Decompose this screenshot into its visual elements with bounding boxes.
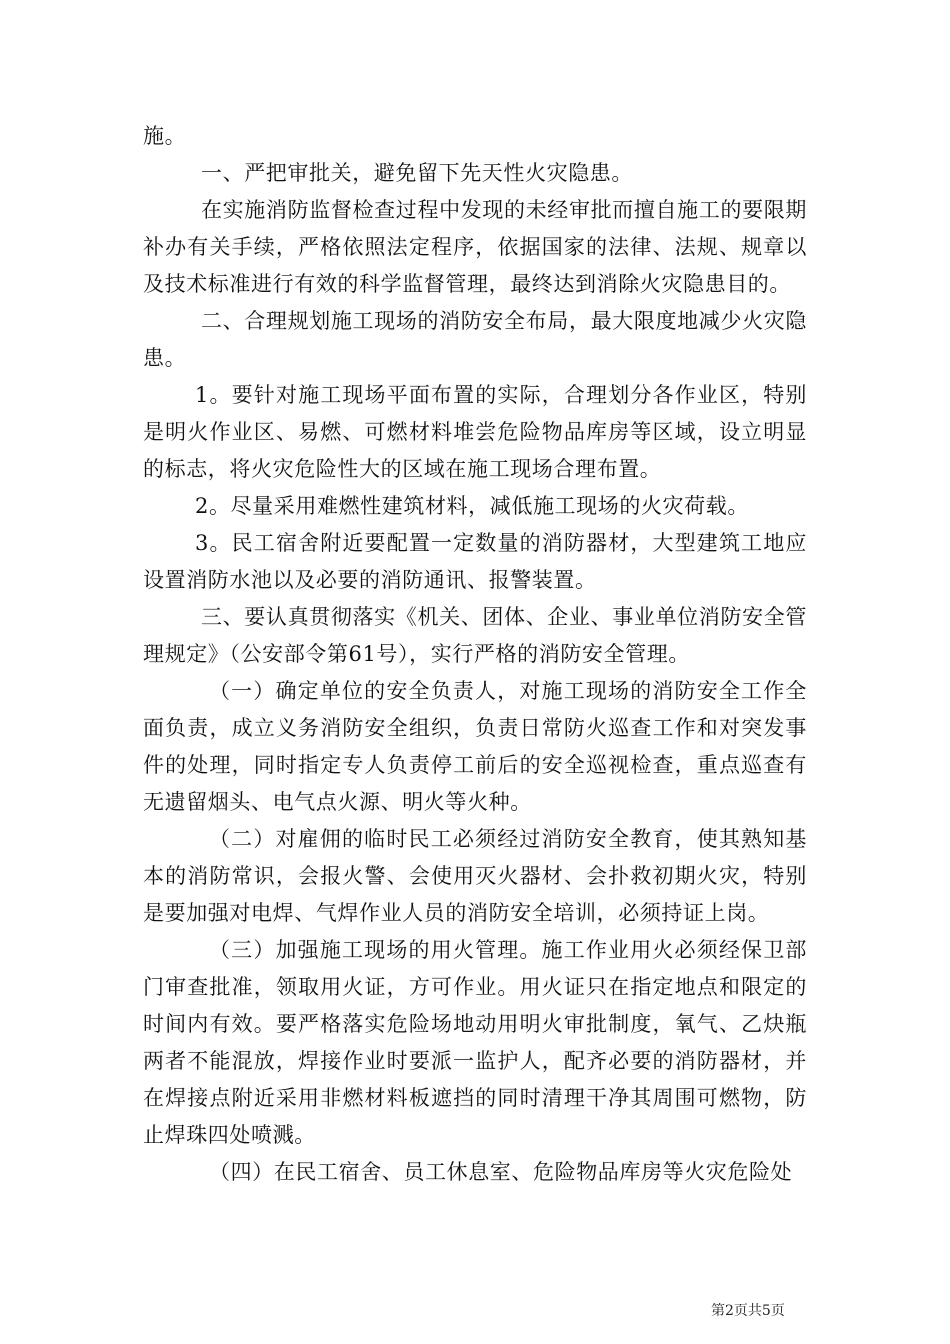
list-item-2: 2。尽量采用难燃性建筑材料，减低施工现场的火灾荷载。: [195, 494, 749, 518]
subsection-1: （一）确定单位的安全负责人，对施工现场的消防安全工作全面负责，成立义务消防安全组织，负责日常防火巡查工作和对突发事件的处理，同时指定专人负责停工前后的安全巡视检查，重点巡查有无遗留烟头、电气点火源、明火等火种。: [143, 679, 807, 814]
list-item-1: 1。要针对施工现场平面布置的实际，合理划分各作业区，特别是明火作业区、易燃、可燃材料堆尝危险物品库房等区域，设立明显的标志，将火灾危险性大的区域在施工现场合理布置。: [143, 383, 807, 481]
section-heading-2: 二、合理规划施工现场的消防安全布局，最大限度地减少火灾隐患。: [143, 309, 807, 370]
subsection-4: （四）在民工宿舍、员工休息室、危险物品库房等火灾危险处: [209, 1160, 793, 1184]
list-item-3: 3。民工宿舍附近要配置一定数量的消防器材，大型建筑工地应设置消防水池以及必要的消防通讯、报警装置。: [143, 531, 807, 592]
subsection-2: （二）对雇佣的临时民工必须经过消防安全教育，使其熟知基本的消防常识，会报火警、会使用灭火器材、会扑救初期火灾，特别是要加强对电焊、气焊作业人员的消防安全培训，必须持证上岗。: [143, 827, 807, 925]
section-heading-1: 一、严把审批关，避免留下先天性火灾隐患。: [201, 161, 633, 185]
page-number: 第2页共5页: [711, 1303, 785, 1319]
paragraph: 在实施消防监督检查过程中发现的未经审批而擅自施工的要限期补办有关手续，严格依照法定程序，依据国家的法律、法规、规章以及技术标准进行有效的科学监督管理，最终达到消除火灾隐患目的。: [143, 198, 807, 296]
document-body: [143, 118, 807, 1191]
section-heading-3: 三、要认真贯彻落实《机关、团体、企业、事业单位消防安全管理规定》（公安部令第61号），实行严格的消防安全管理。: [143, 605, 807, 666]
paragraph-continuation: 施。: [143, 124, 187, 148]
subsection-3: （三）加强施工现场的用火管理。施工作业用火必须经保卫部门审查批准，领取用火证，方可作业。用火证只在指定地点和限定的时间内有效。要严格落实危险场地动用明火审批制度，氧气、乙炔瓶两者不能混放，焊接作业时要派一监护人，配齐必要的消防器材，并在焊接点附近采用非燃材料板遮挡的同时清理干净其周围可燃物，防止焊珠四处喷溅。: [143, 938, 807, 1147]
